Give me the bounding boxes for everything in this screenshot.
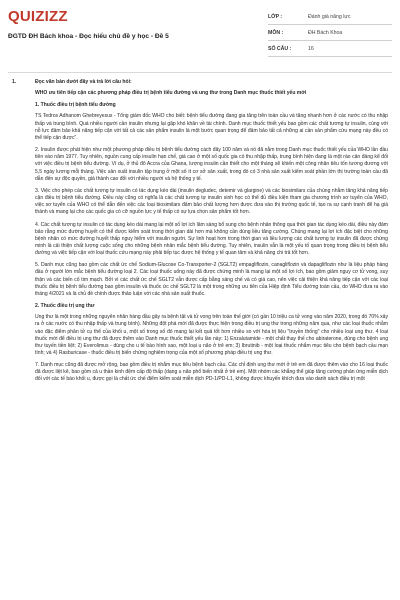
passage-paragraph: 3. Việc cho phép các chất tương tự insulin có tác dụng kéo dài (insulin degludec, detemir và glargine) và các biosimilars của chúng nhằm tăng khả năng tiếp cận điều trị bệnh tiểu đường. Điều này cũng có nghĩa là các chất tương tự insulin sinh học có thể đủ điều kiện tham gia chương trình sơ tuyển của WHO, việc sơ tuyển của WHO có thể dẫn đến việc các loại biosimilars đảm bảo chất lượng hơn được đưa vào thị trường quốc tế, tạo ra sự cạnh tranh để hạ giá thành và mang lại cho các quốc gia có cỡ nguồn lực y tế thấp có sự lựa chọn sản phẩm tốt hơn. <box>35 187 388 216</box>
passage-paragraph: 5. Danh mục cũng bao gồm các chất ức chế Sodium-Glucose Co-Transporter-2 (SGLT2) empagliflozin, canagliflozin và dapagliflozin như là liệu pháp hàng đầu ở người lớn mắc bệnh tiểu đường loại 2. Các loại thuốc uống này đã được chứng minh là mang lại một số lợi ích, bao gồm giảm nguy cơ tử vong, suy thận và các biến cố tim mạch. Bởi vì các chất ức chế SGLT2 vẫn được cấp bằng sáng chế và có giá cao, nên việc cải thiện khả năng tiếp cận với các loại thuốc điều trị bệnh tiểu đường bao gồm insulin và thuốc ức chế SGLT2 là một trong những ưu tiên của Hiệp định Tiểu đường toàn cầu, do WHO đưa ra vào tháng 4/2021 và là chủ đề chính được thảo luận với các nhà sản xuất thuốc. <box>35 262 388 297</box>
meta-row-question-count <box>268 41 392 57</box>
passage-paragraph: Ung thư là một trong những nguyên nhân hàng đầu gây ra bệnh tật và tử vong trên toàn thế giới (có gần 10 triệu ca tử vong vào năm 2020, trong đó 70% xảy ra ở các nước có thu nhập thấp và trung bình). Những đột phá mới đã được thực hiện trong điều trị ung thư trong những năm qua, như các loại thuốc nhằm vào đặc điểm phân tử cụ thể của khối u, một số trong số đó mang lại kết quả tốt hơn nhiều so với hóa trị liệu "truyền thống" cho nhiều loại ung thư. 4 loại thuốc mới để điều trị ung thư đã được thêm vào Danh mục thuốc thiết yếu lần này: 1) Enzalutamide - một chất thay thế cho abiraterone, dùng cho bệnh ung thư tuyến tiền liệt; 2) Everolimus - dùng cho u tế bào hình sao, một loại u não ở trẻ em; 3) Ibrutinib - một loại thuốc nhắm mục tiêu cho bệnh bạch cầu mạn tính; và 4) Rasburicase - thuốc điều trị biến chứng nghiêm trọng của một số phương pháp điều trị ung thư. <box>35 314 388 356</box>
worksheet-header <box>0 0 400 68</box>
passage-title: WHO ưu tiên tiếp cận các phương pháp điều trị bệnh tiểu đường và ung thư trong Danh mục thuốc thiết yếu mới <box>35 90 307 97</box>
meta-row-class <box>268 9 392 25</box>
worksheet-title: ĐGTD ĐH Bách khoa - Đọc hiểu chủ đề y học - Đề 5 <box>8 33 169 40</box>
header-divider <box>8 72 392 73</box>
passage-paragraph: TS Tedros Adhanom Ghebreyesus - Tổng giám đốc WHO cho biết: bệnh tiểu đường đang gia tăng trên toàn cầu và tăng nhanh hơn ở các nước có thu nhập thấp và trung bình. Quá nhiều người cần insulin nhưng lại gặp khó khăn về tài chính. Danh mục thuốc thiết yếu bao gồm các chất tương tự insulin, cùng với nỗ lực đảm bảo khả năng tiếp cận với tất cả các sản phẩm insulin là một bước quan trọng để đảm bảo tất cả những ai cần sản phẩm cứu mạng này đều có thể tiếp cận được”. <box>35 113 388 141</box>
meta-value: 16 <box>308 45 314 52</box>
meta-value: ĐH Bách Khoa <box>308 29 343 36</box>
meta-key: MÔN : <box>268 29 284 36</box>
quizizz-logo: QUIZIZZ <box>8 8 68 25</box>
section-heading: 2. Thuốc điều trị ung thư <box>35 303 95 310</box>
question-row <box>12 79 388 86</box>
meta-key: LỚP : <box>268 13 283 20</box>
passage-paragraph: 4. Các chất tương tự insulin có tác dụng kéo dài mang lại một số lợi ích lâm sàng bổ sung cho bệnh nhân thông qua thời gian tác dụng kéo dài, điều này đảm bảo rằng mức đường huyết có thể được kiểm soát trong thời gian dài hơn mà không cần dùng liều tăng cường. Chúng mang lại lợi ích đặc biệt cho những bệnh nhân có mức đường huyết thấp nguy hiểm với insulin người. Sự linh hoạt hơn trong thời gian và liều lượng các chất tương tự insulin đã được chứng minh là cải thiện chất lượng cuộc sống cho những bệnh nhân mắc bệnh tiểu đường. Tuy nhiên, insulin vẫn là một yếu tố quan trọng trong điều trị bệnh tiểu đường và việc tiếp cận với loại thuốc cứu mạng này phải tiếp tục được hệ thống y tế quan tâm và khả năng chi trả tốt hơn. <box>35 221 388 257</box>
meta-key: SỐ CÂU : <box>268 45 292 52</box>
question-number: 1. <box>12 79 17 85</box>
worksheet-meta <box>268 9 392 57</box>
question-content <box>12 79 388 600</box>
passage-paragraph: 7. Danh mục cũng đã được mở rộng, bao gồm điều trị nhắm mục tiêu bệnh bạch cầu. Các chỉ định ung thư mới ở trẻ em đã được thêm vào cho 16 loại thuốc đã được liệt kê, bao gồm cả u thần kinh đệm cấp độ thấp (dạng u não phổ biến nhất ở trẻ em). Một nhóm các khẳng thể giúp tăng cường phản ứng miễn dịch đối với các tế bào khối u, được gọi là chất ức chế điểm kiểm soát miễn dịch PD-1/PD-L1, không được khuyến khích đưa vào danh sách điều trị một <box>35 362 388 383</box>
passage-paragraph: 2. Insulin được phát hiện như một phương pháp điều trị bệnh tiểu đường cách đây 100 năm và nó đã nằm trong Danh mục thuốc thiết yếu của WHO lần đầu tiên vào năm 1977. Tuy nhiên, nguồn cung cấp insulin hạn chế, giá cao ở một số quốc gia có thu nhập thấp, trung bình hiện đang là một rào cản đáng kể đối với việc điều trị bệnh tiểu đường. Ví dụ, ở thủ đô Accra của Ghana, lượng insulin cần thiết cho một tháng sẽ khiến một công nhân tiêu tốn tương đương với 5,5 ngày lương mỗi tháng. Việc sản xuất insulin tập trung ở một số ít cơ sở sản xuất, trong đó có 3 nhà sản xuất kiểm soát phần lớn thị trường toàn cầu đã dẫn đến sự độc quyền, giá thành cao đối với nhiều người và hệ thống y tế. <box>35 147 388 182</box>
meta-value: Đánh giá năng lực <box>308 13 351 20</box>
section-heading: 1. Thuốc điều trị bệnh tiểu đường <box>35 102 116 109</box>
question-prompt: Đọc văn bản dưới đây và trả lời câu hỏi: <box>35 79 132 85</box>
meta-row-subject <box>268 25 392 41</box>
